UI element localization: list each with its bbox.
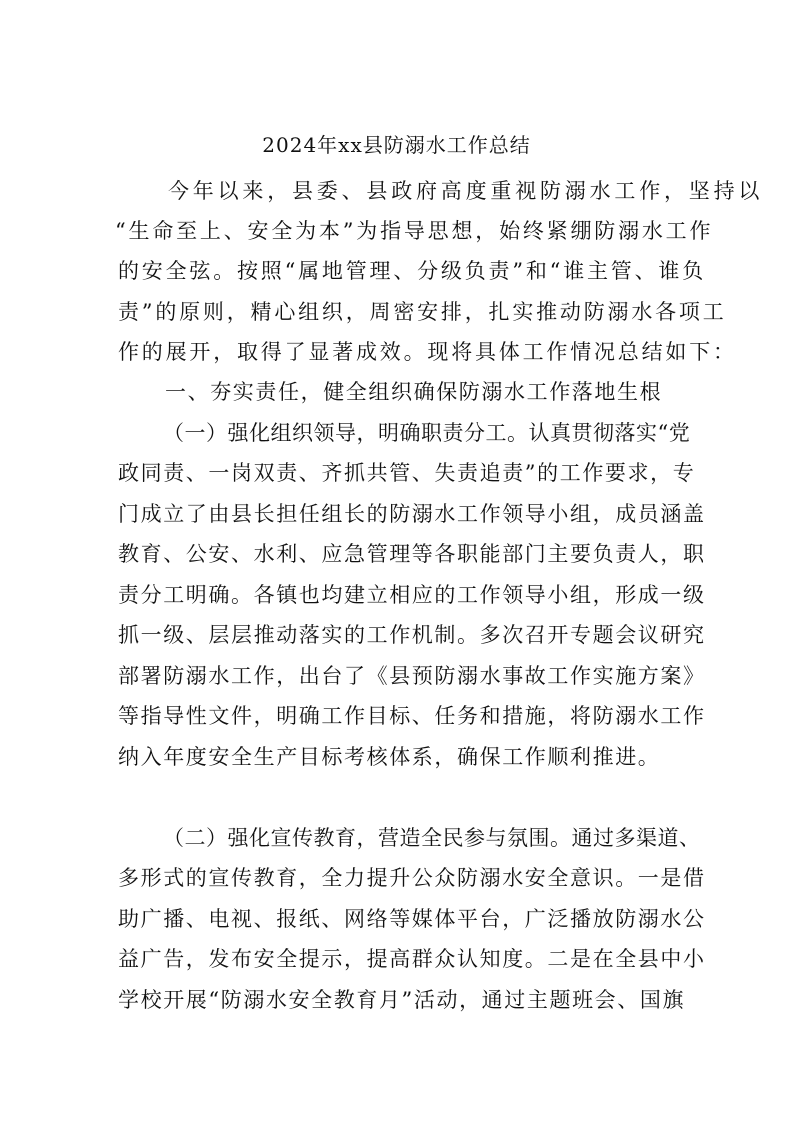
intro-line-5: 作的展开，取得了显著成效。现将具体工作情况总结如下： [118, 340, 737, 364]
sub1-line-7: 部署防溺水工作，出台了《县预防溺水事故工作实施方案》 [118, 664, 706, 688]
paragraph-line [0, 171, 793, 211]
paragraph-line [0, 696, 793, 736]
sub1-line-9: 纳入年度安全生产目标考核体系，确保工作顺利推进。 [118, 745, 661, 769]
intro-line-3: 的安全弦。按照“属地管理、分级负责”和“谁主管、谁负 [118, 259, 707, 283]
sub1-line-3: 门成立了由县长担任组长的防溺水工作领导小组，成员涵盖 [118, 502, 706, 526]
sub2-line-5: 学校开展“防溺水安全教育月”活动，通过主题班会、国旗 [118, 988, 686, 1012]
paragraph-line [0, 292, 793, 332]
sub1-line-8: 等指导性文件，明确工作目标、任务和措施，将防溺水工作 [118, 704, 706, 728]
intro-line-2: “生命至上、安全为本”为指导思想，始终紧绷防溺水工作 [115, 219, 714, 243]
sub1-line-4: 教育、公安、水利、应急管理等各职能部门主要负责人，职 [118, 542, 706, 566]
paragraph-line [0, 939, 793, 979]
paragraph-line [0, 534, 793, 574]
sub1-line-6: 抓一级、层层推动落实的工作机制。多次召开专题会议研究 [118, 623, 706, 647]
sub2-line-3: 助广播、电视、报纸、网络等媒体平台，广泛播放防溺水公 [118, 907, 706, 931]
paragraph-line [0, 858, 793, 898]
paragraph-line [0, 413, 793, 453]
section-1-heading: 一、夯实责任，健全组织确保防溺水工作落地生根 [165, 380, 663, 404]
sub1-line-1: （一）强化组织领导，明确职责分工。认真贯彻落实“党 [163, 421, 691, 445]
paragraph-line [0, 494, 793, 534]
paragraph-line [0, 251, 793, 291]
intro-line-1: 今年以来，县委、县政府高度重视防溺水工作，坚持以 [168, 179, 764, 203]
paragraph-line [0, 453, 793, 493]
paragraph-line [0, 899, 793, 939]
sub2-line-4: 益广告，发布安全提示，提高群众认知度。二是在全县中小 [118, 947, 706, 971]
section-heading-line [0, 372, 793, 412]
paragraph-line [0, 615, 793, 655]
paragraph-line [0, 737, 793, 777]
sub1-line-2: 政同责、一岗双责、齐抓共管、失责追责”的工作要求，专 [118, 461, 696, 485]
sub2-line-2: 多形式的宣传教育，全力提升公众防溺水安全意识。一是借 [118, 866, 706, 890]
paragraph-line [0, 575, 793, 615]
sub2-line-1: （二）强化宣传教育，营造全民参与氛围。通过多渠道、 [163, 826, 701, 850]
sub1-line-5: 责分工明确。各镇也均建立相应的工作领导小组，形成一级 [118, 583, 706, 607]
paragraph-line [0, 656, 793, 696]
paragraph-line [0, 818, 793, 858]
document-title: 2024年xx县防溺水工作总结 [262, 133, 531, 157]
paragraph-line [0, 980, 793, 1020]
paragraph-line [0, 211, 793, 251]
paragraph-line [0, 332, 793, 372]
intro-line-4: 责”的原则，精心组织，周密安排，扎实推动防溺水各项工 [118, 300, 727, 324]
